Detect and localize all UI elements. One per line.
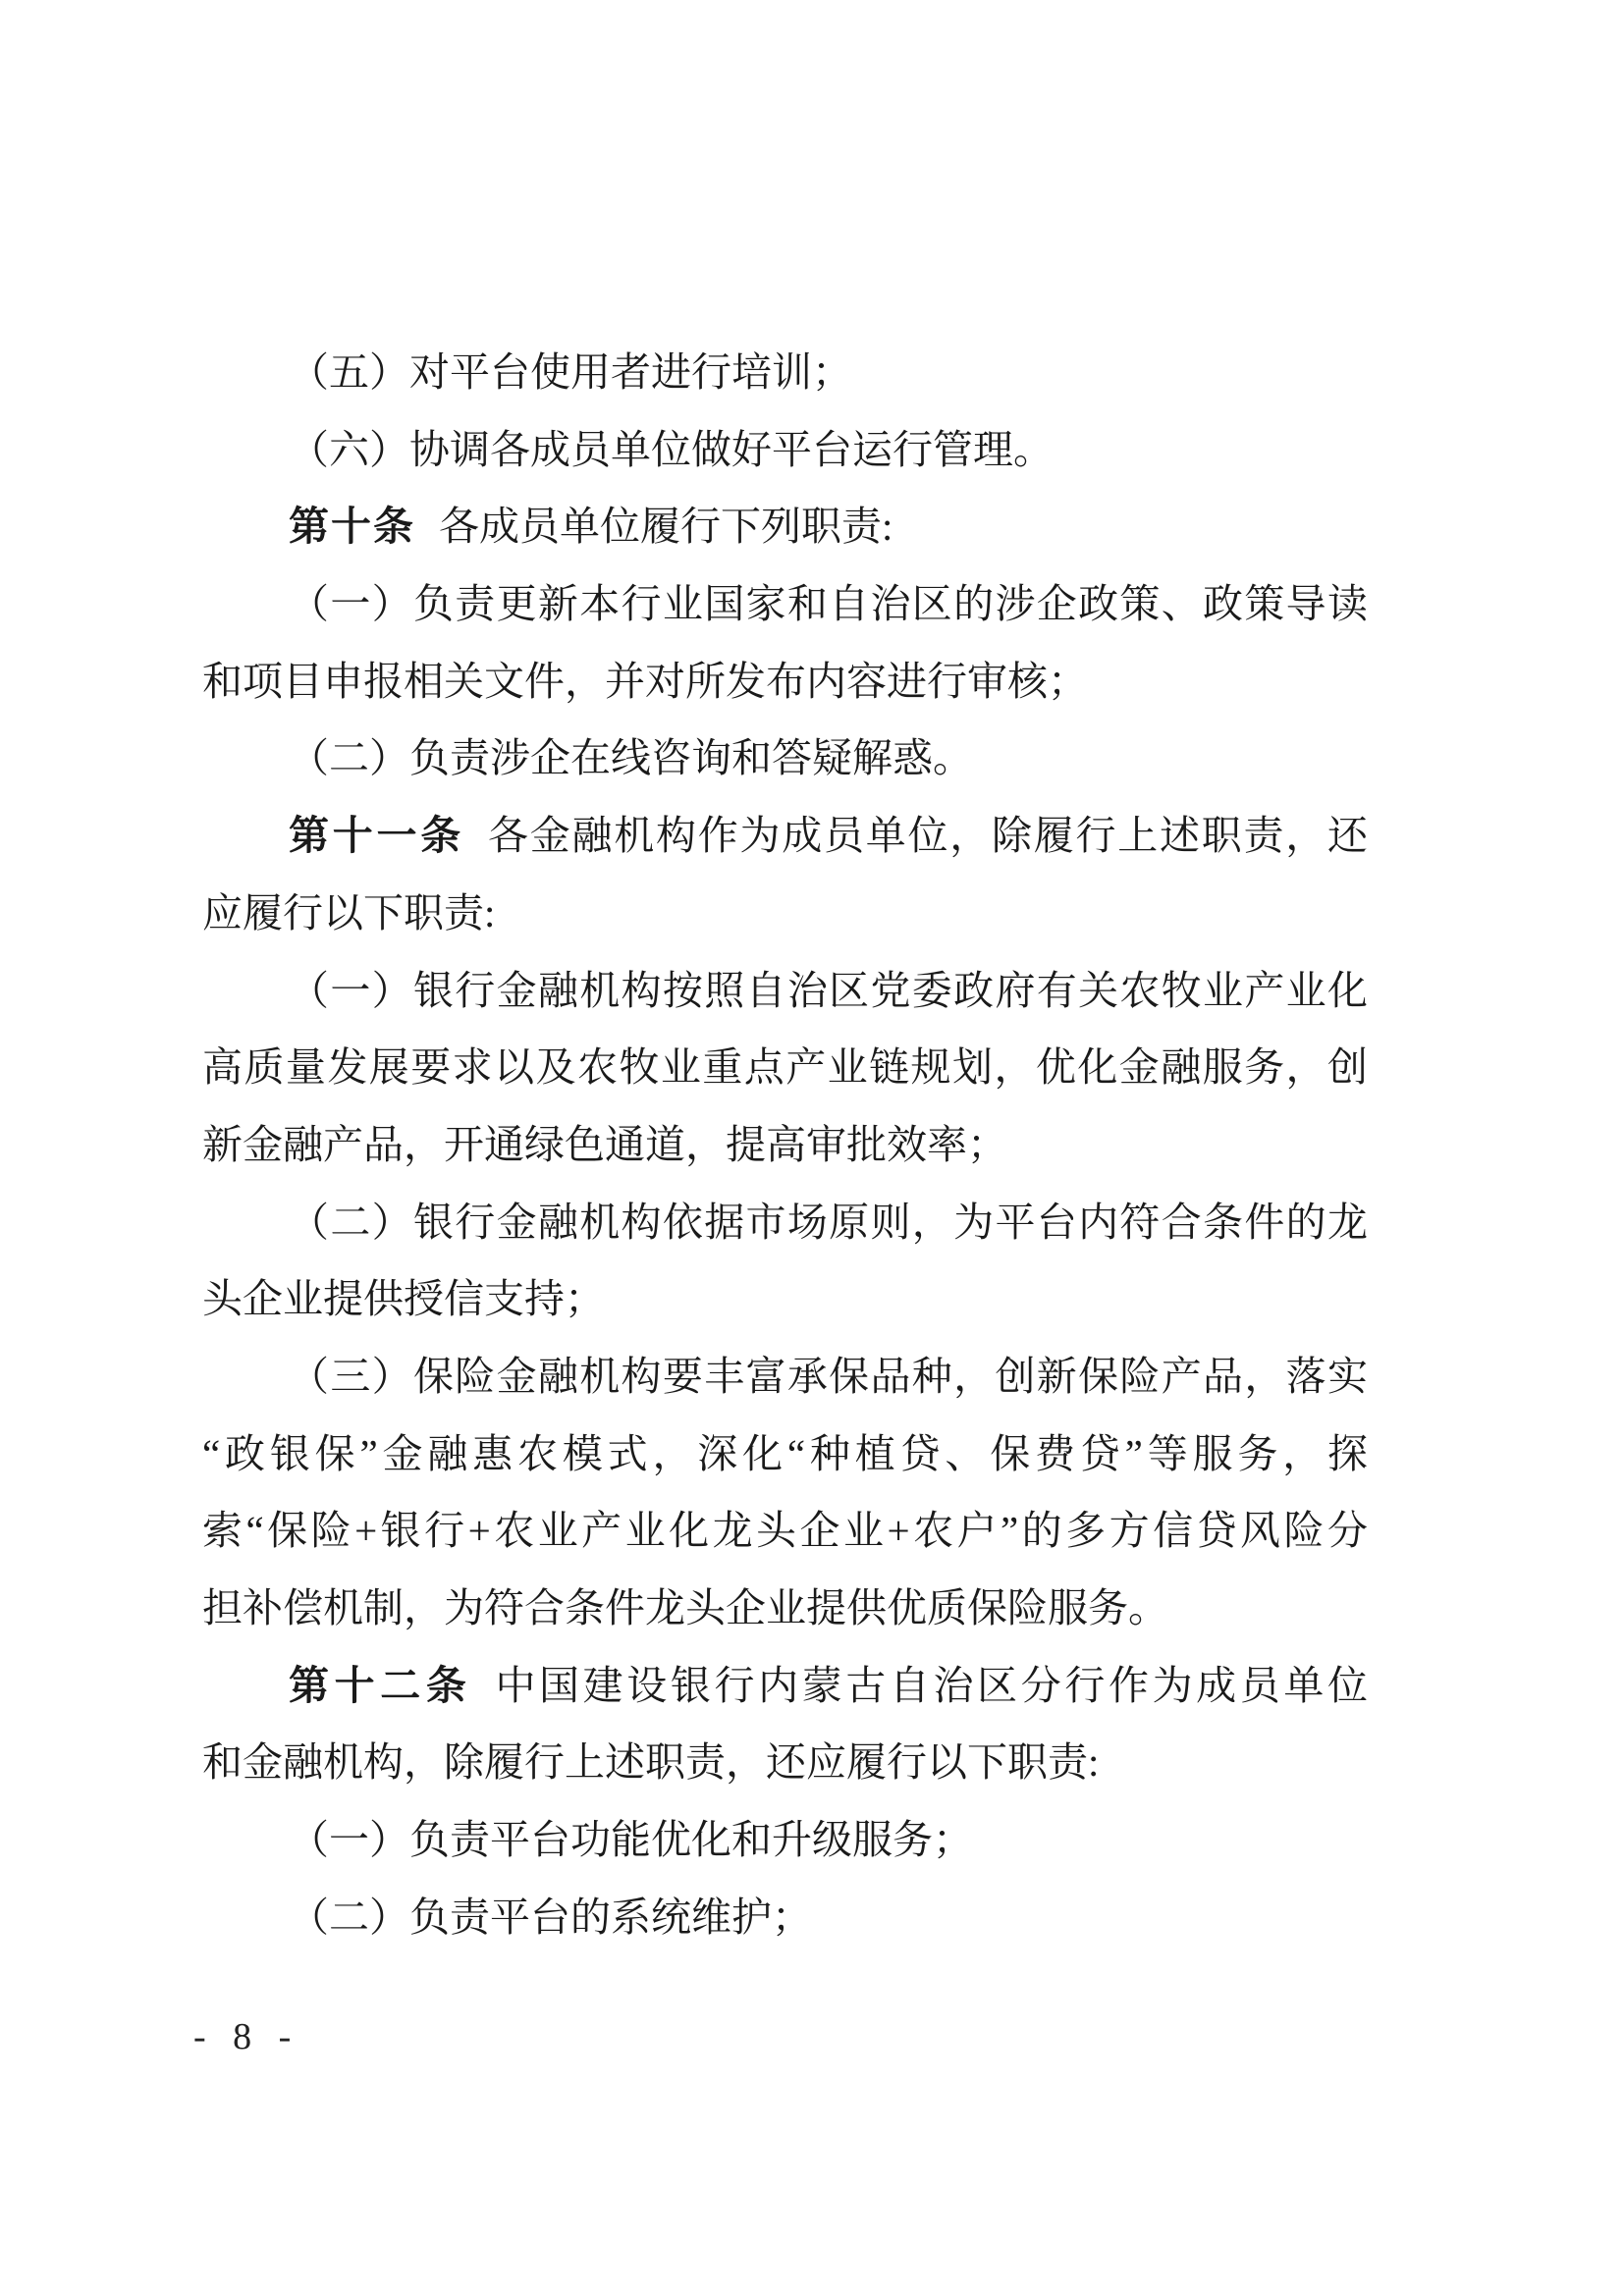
text-line: 担补偿机制，为符合条件龙头企业提供优质保险服务。 [202,1585,1168,1630]
text-line: 应履行以下职责: [202,889,496,935]
document-body [202,334,1368,1955]
text-line: 和金融机构，除履行上述职责，还应履行以下职责: [202,1739,1100,1786]
text-line: 高质量发展要求以及农牧业重点产业链规划，优化金融服务，创 [202,1044,1368,1091]
text-line [202,488,1368,565]
line-text: 各金融机构作为成员单位，除履行上述职责，还 [488,813,1368,859]
text-line: 新金融产品，开通绿色通道，提高审批效率； [202,1121,1007,1167]
text-line: （三）保险金融机构要丰富承保品种，创新保险产品，落实 [289,1353,1368,1399]
text-line: （一）负责平台功能优化和升级服务； [289,1817,973,1863]
text-line [202,1647,1368,1725]
text-line: （二）负责平台的系统维护； [289,1894,812,1940]
article-heading: 第十一条 [289,813,464,859]
text-line: （二）负责涉企在线咨询和答疑解惑。 [289,735,973,781]
page-number: - 8 - [193,2016,300,2057]
text-line: 和项目申报相关文件，并对所发布内容进行审核； [202,658,1088,704]
text-line: 头企业提供授信支持； [202,1276,605,1322]
line-text: 中国建设银行内蒙古自治区分行作为成员单位 [495,1662,1369,1708]
text-line: “政银保”金融惠农模式，深化“种植贷、保费贷”等服务，探 [202,1430,1368,1476]
article-heading: 第十条 [289,504,415,550]
line-text: 各成员单位履行下列职责: [439,504,893,550]
text-line: （一）银行金融机构按照自治区党委政府有关农牧业产业化 [289,967,1368,1013]
text-line: （二）银行金融机构依据市场原则，为平台内符合条件的龙 [289,1199,1368,1245]
text-line: 索“保险+银行+农业产业化龙头企业+农户”的多方信贷风险分 [202,1508,1368,1554]
text-line: （一）负责更新本行业国家和自治区的涉企政策、政策导读 [289,581,1368,627]
text-line [202,797,1368,875]
text-line: （五）对平台使用者进行培训； [289,349,852,395]
text-line: （六）协调各成员单位做好平台运行管理。 [289,426,1054,472]
article-heading: 第十二条 [289,1662,472,1708]
